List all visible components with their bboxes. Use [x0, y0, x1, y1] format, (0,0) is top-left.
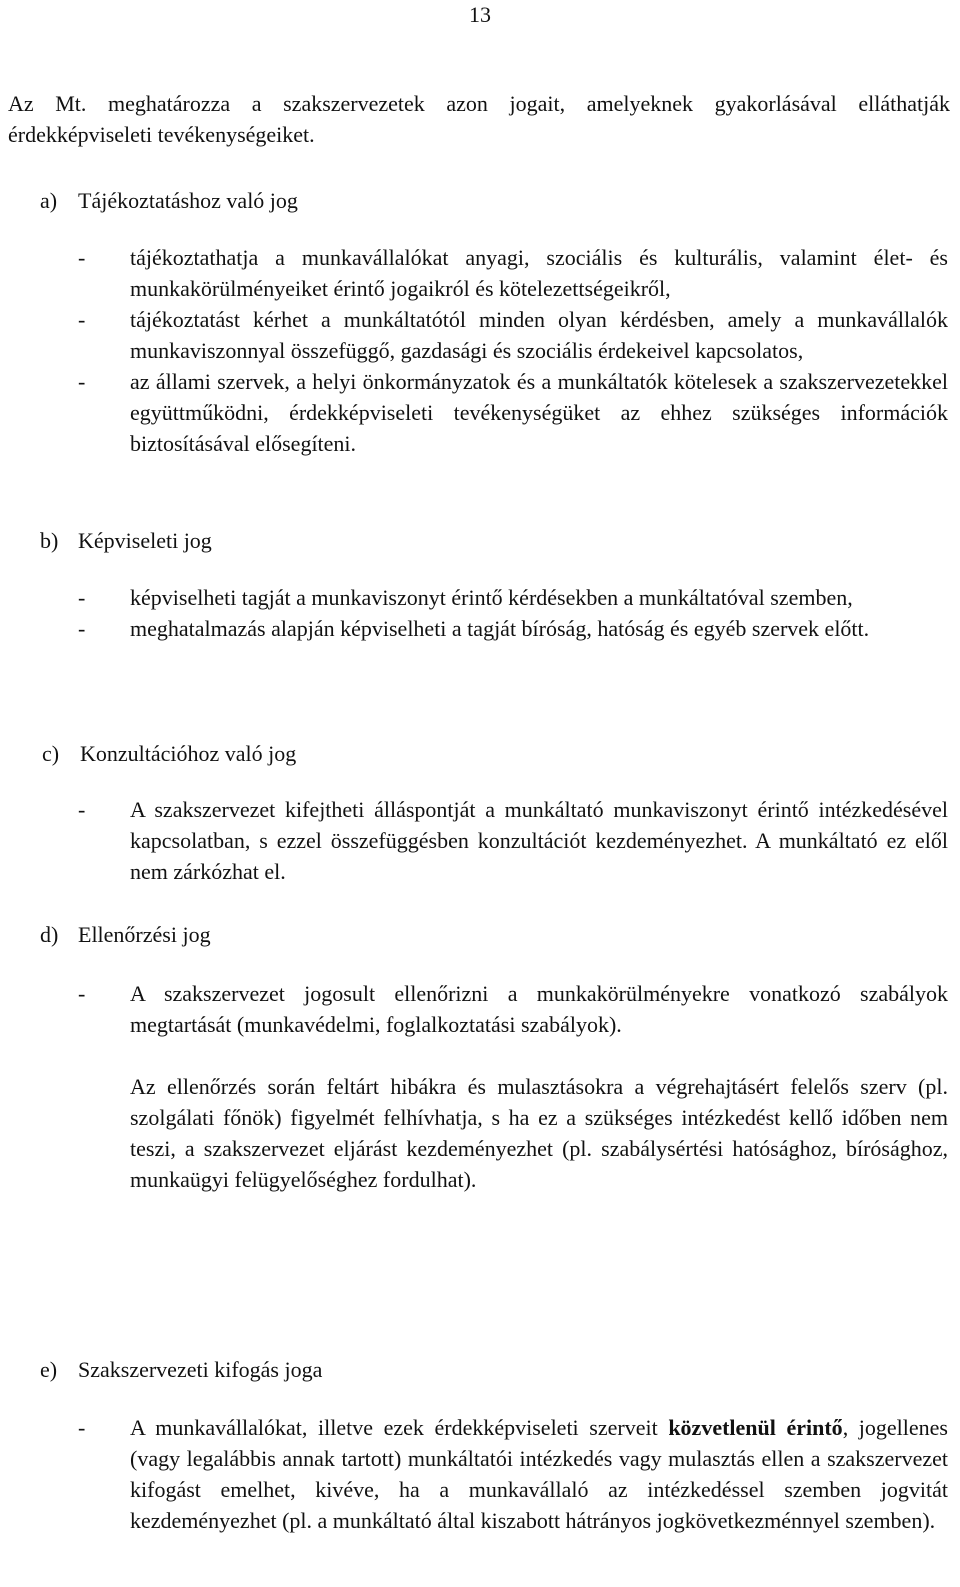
list-item: - A szakszervezet kifejtheti álláspontját a munkáltató munkaviszonyt érintő intézkedésével kapcsolatban, s ezzel összefüggésben konzultációt kezdeményezhet. A munkáltató ez elől nem zárkózhat el.	[78, 794, 948, 887]
list-item: - meghatalmazás alapján képviselheti a tagját bíróság, hatóság és egyéb szervek előtt.	[78, 613, 948, 644]
list-item	[78, 1412, 948, 1536]
intro-paragraph: Az Mt. meghatározza a szakszervezetek azon jogait, amelyeknek gyakorlásával elláthatják érdekképviseleti tevékenységeiket.	[8, 91, 950, 147]
list-item: - tájékoztatást kérhet a munkáltatótól minden olyan kérdésben, amely a munkavállalók munkaviszonnyal összefüggő, gazdasági és szociális érdekeivel kapcsolatos,	[78, 304, 948, 366]
item-text-bold: közvetlenül érintő	[668, 1415, 843, 1440]
section-e-title: Szakszervezeti kifogás joga	[78, 1357, 323, 1382]
item-text-after: , jogellenes (vagy legalábbis annak tartott) munkáltatói intézkedés vagy mulasztás ellen a szakszervezet kifogást emelhet, kivéve, ha a munkavállaló az intézkedéssel szemben jogvitát kezdeményezhet (pl. a munkáltató által kiszabott hátrányos jogkövetkezménnyel szemben).	[130, 1415, 948, 1533]
section-e-list	[78, 1412, 948, 1536]
list-item: - A szakszervezet jogosult ellenőrizni a munkakörülményekre vonatkozó szabályok megtartását (munkavédelmi, foglalkoztatási szabályok).	[78, 978, 948, 1040]
list-item: - az állami szervek, a helyi önkormányzatok és a munkáltatók kötelesek a szakszervezetekkel együttműködni, érdekképviseleti tevékenységüket az ehhez szükséges információk biztosításával elősegíteni.	[78, 366, 948, 459]
section-d-heading	[40, 922, 211, 948]
list-item: - képviselheti tagját a munkaviszonyt érintő kérdésekben a munkáltatóval szemben,	[78, 582, 948, 613]
section-a-title: Tájékoztatáshoz való jog	[78, 188, 298, 213]
section-a-list	[78, 242, 948, 459]
section-b-mark: b)	[40, 528, 59, 553]
section-e-mark: e)	[40, 1357, 58, 1382]
section-c-list	[78, 794, 948, 887]
section-b-heading	[40, 528, 212, 554]
section-a-mark: a)	[40, 188, 58, 213]
section-b-list	[78, 582, 948, 644]
section-b-title: Képviseleti jog	[78, 528, 212, 553]
section-d-title: Ellenőrzési jog	[78, 922, 211, 947]
item-text-before: A munkavállalókat, illetve ezek érdekképviseleti szerveit	[130, 1415, 669, 1440]
page-number: 13	[469, 2, 491, 27]
section-d-list	[78, 978, 948, 1040]
section-d-mark: d)	[40, 922, 59, 947]
section-e-heading	[40, 1357, 322, 1383]
section-c-mark: c)	[42, 741, 60, 766]
list-item: - tájékoztathatja a munkavállalókat anyagi, szociális és kulturális, valamint élet- és munkakörülményeiket érintő jogaikról és kötelezettségeikről,	[78, 242, 948, 304]
section-c-heading	[42, 741, 296, 767]
section-c-title: Konzultációhoz való jog	[80, 741, 297, 766]
section-a-heading	[40, 188, 298, 214]
section-d-paragraph: Az ellenőrzés során feltárt hibákra és mulasztásokra a végrehajtásért felelős szerv (pl. szolgálati főnök) figyelmét felhívhatja, s ha ez a szükséges intézkedést kellő időben nem teszi, a szakszervezet eljárást kezdeményezhet (pl. szabálysértési hatósághoz, bírósághoz, munkaügyi felügyelőséghez fordulhat).	[130, 1074, 948, 1192]
